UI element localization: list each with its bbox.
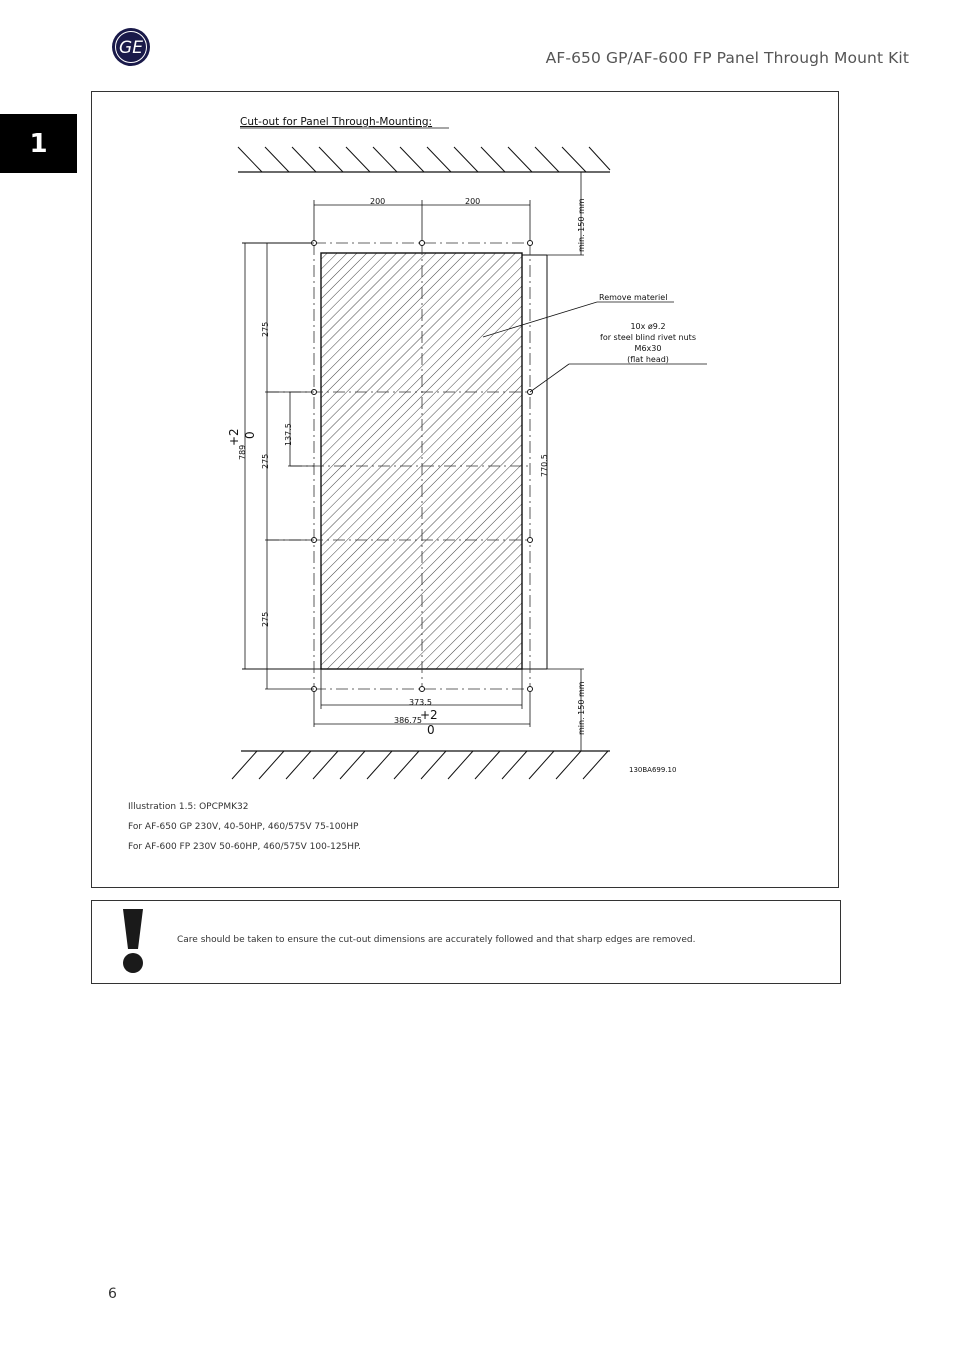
ge-monogram-icon bbox=[111, 27, 151, 67]
warning-note-text: Care should be taken to ensure the cut-out dimensions are accurately followed and that sharp edges are removed. bbox=[177, 935, 696, 945]
drawing-code: 130BA699.10 bbox=[629, 766, 677, 774]
chapter-tab bbox=[0, 114, 77, 173]
dim-bottom-inner: 373.5 bbox=[409, 698, 432, 707]
dim-right-height: 770.5 bbox=[540, 454, 549, 477]
callout-holes-4: (flat head) bbox=[627, 355, 669, 364]
exclamation-icon bbox=[120, 907, 146, 975]
dim-bottom-tol-zero: 0 bbox=[427, 723, 435, 737]
dim-left-1: 275 bbox=[261, 321, 270, 337]
clearance-top: min. 150 mm bbox=[577, 198, 586, 252]
cutout-drawing bbox=[92, 92, 840, 792]
warning-note bbox=[91, 900, 841, 984]
drawing-heading: Cut-out for Panel Through-Mounting: bbox=[240, 116, 433, 128]
bottom-wall bbox=[232, 751, 610, 779]
dim-top-right: 200 bbox=[465, 197, 481, 206]
cutout-area bbox=[321, 253, 522, 669]
dim-total-tol-plus: +2 bbox=[227, 428, 241, 446]
callout-remove: Remove materiel bbox=[599, 293, 668, 302]
figure-caption-title: Illustration 1.5: OPCPMK32 bbox=[128, 802, 249, 812]
figure-box bbox=[91, 91, 839, 888]
chapter-number: 1 bbox=[29, 128, 48, 159]
dim-half: 137.5 bbox=[284, 423, 293, 446]
page-number: 6 bbox=[108, 1286, 117, 1302]
dim-top-left: 200 bbox=[370, 197, 386, 206]
figure-caption-line-2: For AF-650 GP 230V, 40-50HP, 460/575V 75-100HP bbox=[128, 822, 359, 832]
top-wall bbox=[238, 147, 610, 172]
dim-bottom-outer: 386.75 bbox=[394, 716, 422, 725]
callout-holes-2: for steel blind rivet nuts bbox=[600, 333, 696, 342]
dim-left-3: 275 bbox=[261, 611, 270, 627]
dim-total-height: 789 bbox=[238, 444, 247, 460]
clearance-bottom: min. 150 mm bbox=[577, 681, 586, 735]
left-dimensions bbox=[245, 243, 314, 689]
dim-total-tol-zero: 0 bbox=[243, 431, 257, 439]
svg-text:GE: GE bbox=[119, 38, 143, 58]
dim-left-2: 275 bbox=[261, 453, 270, 469]
dim-bottom-tol-plus: +2 bbox=[420, 708, 438, 722]
document-title: AF-650 GP/AF-600 FP Panel Through Mount Kit bbox=[545, 49, 909, 67]
top-dimensions bbox=[314, 200, 530, 240]
callout-holes-1: 10x ø9.2 bbox=[630, 322, 666, 331]
figure-caption-line-3: For AF-600 FP 230V 50-60HP, 460/575V 100-125HP. bbox=[128, 842, 361, 852]
callout-holes-3: M6x30 bbox=[634, 344, 662, 353]
